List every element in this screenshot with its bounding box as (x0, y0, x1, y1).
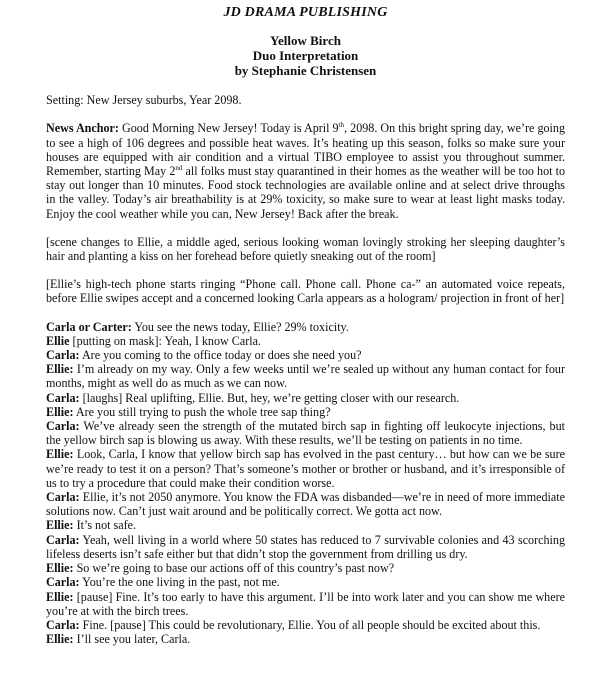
dialogue-line (46, 334, 565, 348)
dialogue-text: [putting on mask]: Yeah, I know Carla. (69, 333, 261, 348)
ordinal-suffix: th (338, 121, 345, 130)
dialogue-line (46, 405, 565, 419)
dialogue-text: It’s not safe. (73, 518, 137, 533)
dialogue-text: Are you coming to the office today or does she need you? (79, 348, 362, 363)
play-title: Yellow Birch (270, 33, 341, 49)
speaker-label: Ellie: (46, 362, 74, 377)
dialogue-text: [pause] Fine. It’s too early to have this argument. I’ll be into work later and you can show me where you’re at with the birch trees. (46, 589, 565, 618)
speaker-label: Carla: (46, 617, 80, 632)
news-text-2: , 2098. On this bright spring day, we’re going to see a high of 106 degrees and possible heat waves. It’s heating up this season, folks so make sure your houses are equipped with air condition and a virtual TIBO employee to assist you throughout summer. Remember, starting May 2 (46, 121, 565, 179)
title-block (46, 33, 565, 78)
stage-direction-2: [Ellie’s high-tech phone starts ringing “Phone call. Phone call. Phone ca-” an automated voice repeats, before Ellie swipes accept and a concerned looking Carla appears as a hologram/ projection in front of her] (46, 277, 565, 306)
ordinal-suffix: nd (175, 163, 183, 172)
dialogue-line (46, 533, 565, 561)
speaker-label: Carla: (46, 575, 80, 590)
news-text-3: all folks must stay quarantined in their homes as the weather will be too hot to stay out longer than 10 minutes. Food stock technologies are available online and at select drive throughs in the valley. Today’s air breathability is at 29% toxicity, so make sure to wear at least light masks today. Enjoy the cool weather while you can, New Jersey! Back after the break. (46, 164, 565, 221)
dialogue-text: We’ve already seen the strength of the mutated birch sap in fighting off leukocyte injections, but the yellow birch sap is blowing us away. With these results, we’ll be testing on patients in no time. (46, 419, 565, 448)
dialogue-text: You see the news today, Ellie? 29% toxicity. (131, 319, 349, 334)
publisher-heading: JD DRAMA PUBLISHING (223, 5, 388, 20)
speaker-label: Carla: (46, 390, 80, 405)
stage-direction-1: [scene changes to Ellie, a middle aged, serious looking woman lovingly stroking her sleeping daughter’s hair and planting a kiss on her forehead before quietly sneaking out of the room] (46, 234, 565, 264)
play-author: by Stephanie Christensen (234, 63, 377, 79)
speaker-label: Carla: (46, 348, 80, 363)
dialogue-line (46, 590, 565, 618)
news-anchor-paragraph (46, 121, 565, 220)
dialogue-text: [laughs] Real uplifting, Ellie. But, hey, we’re getting closer with our research. (79, 390, 460, 405)
speaker-label: Ellie (46, 333, 70, 348)
speaker-label: Ellie: (46, 632, 74, 647)
dialogue-line (46, 419, 565, 447)
dialogue-line (46, 575, 565, 589)
dialogue-text: So we’re going to base our actions off of this country’s past now? (73, 561, 395, 576)
dialogue-line (46, 447, 565, 490)
dialogue-line (46, 490, 565, 518)
speaker-label: Ellie: (46, 404, 74, 419)
news-text-1: Good Morning New Jersey! Today is April 9 (118, 121, 339, 136)
speaker-label: Carla: (46, 490, 80, 505)
dialogue-text: Are you still trying to push the whole tree sap thing? (73, 404, 331, 419)
dialogue-line (46, 618, 565, 632)
speaker-label: Carla: (46, 532, 80, 547)
speaker-label: Ellie: (46, 518, 74, 533)
speaker-label: Ellie: (46, 561, 74, 576)
speaker-label: Ellie: (46, 447, 74, 462)
dialogue-line (46, 632, 565, 646)
speaker-label: Ellie: (46, 589, 74, 604)
dialogue-text: Yeah, well living in a world where 50 states has reduced to 7 survivable colonies and 43 scorching lifeless deserts isn’t safe either but that didn’t stop the government from drilling us dry. (46, 532, 565, 561)
dialogue-line (46, 320, 565, 334)
dialogue-line (46, 348, 565, 362)
dialogue-text: Look, Carla, I know that yellow birch sap has evolved in the past century… but how can we be sure we’re ready to test it on a person? That’s someone’s mother or brother or husband, and it’s irresponsible of us to try a procedure that could make their condition worse. (46, 447, 565, 490)
dialogue-text: I’m already on my way. Only a few weeks until we’re sealed up without any human contact for four months, might as well do as much as we can now. (46, 362, 565, 391)
dialogue-text: Ellie, it’s not 2050 anymore. You know the FDA was disbanded—we’re in need of more immediate solutions now. Can’t just wait around and be politically correct. We gotta act now. (46, 490, 565, 519)
dialogue-text: I’ll see you later, Carla. (73, 632, 191, 647)
dialogue-line (46, 518, 565, 532)
speaker-label: Carla or Carter: (46, 319, 132, 334)
dialogue-text: You’re the one living in the past, not me. (79, 575, 280, 590)
speaker-label: Carla: (46, 419, 80, 434)
dialogue-text: Fine. [pause] This could be revolutionary, Ellie. You of all people should be excited about this. (79, 617, 541, 632)
dialogue-line (46, 362, 565, 390)
dialogue-section (46, 320, 565, 647)
play-category: Duo Interpretation (252, 48, 359, 64)
dialogue-line (46, 391, 565, 405)
setting-line: Setting: New Jersey suburbs, Year 2098. (46, 93, 242, 108)
dialogue-line (46, 561, 565, 575)
speaker-label: News Anchor: (46, 121, 119, 136)
